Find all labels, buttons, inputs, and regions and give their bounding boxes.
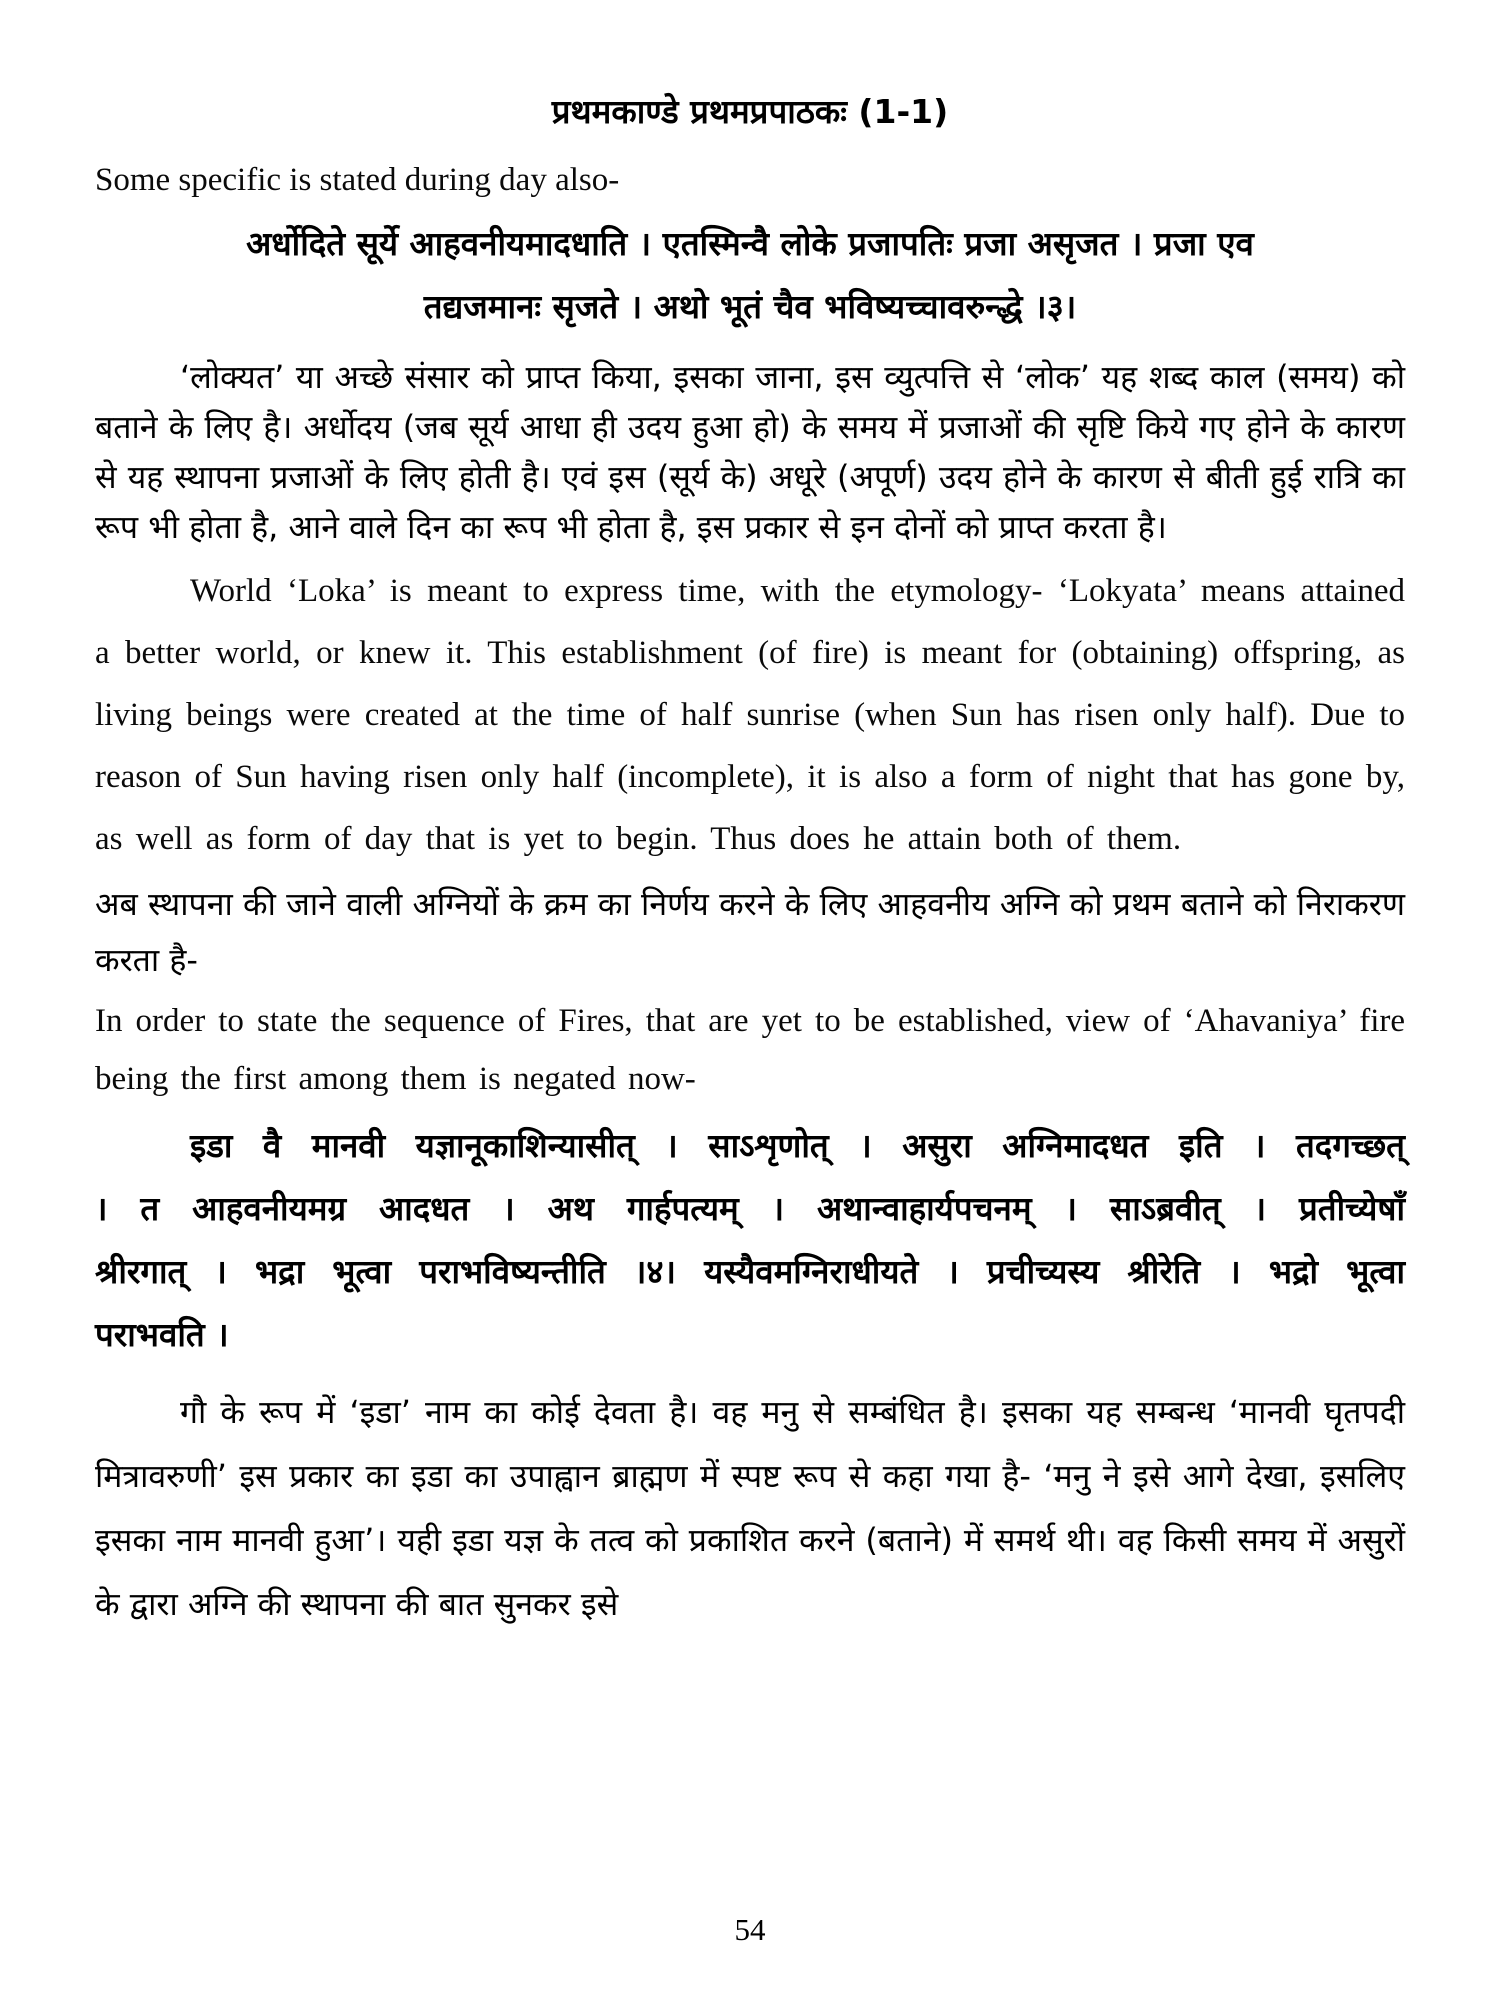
hindi-commentary-1: ‘लोक्यत’ या अच्छे संसार को प्राप्त किया, इसका जाना, इस व्युत्पत्ति से ‘लोक’ यह शब्द काल (समय) को बताने के लिए है। अर्धोदय (जब सूर्य आधा ही उदय हुआ हो) के समय में प्रजाओं की सृष्टि किये गए होने के कारण से यह स्थापना प्रजाओं के लिए होती है। एवं इस (सूर्य के) अधूरे (अपूर्ण) उदय होने के कारण से बीती हुई रात्रि का रूप भी होता है, आने वाले दिन का रूप भी होता है, इस प्रकार से इन दोनों को प्राप्त करता है। xyxy=(95,358,1405,546)
verse-2-line-4: पराभवति । xyxy=(95,1315,229,1354)
english-intro-line: Some specific is stated during day also- xyxy=(95,162,620,198)
sanskrit-verse-1 xyxy=(95,212,1405,338)
hindi-commentary-3: गौ के रूप में ‘इडा’ नाम का कोई देवता है। वह मनु से सम्बंधित है। इसका यह सम्बन्ध ‘मानवी घृतपदी मित्रावरुणी’ इस प्रकार का इडा का उपाह्वान ब्राह्मण में स्पष्ट रूप से कहा गया है- ‘मनु ने इसे आगे देखा, इसलिए इसका नाम मानवी हुआ’। यही इडा यज्ञ के तत्व को प्रकाशित करने (बताने) में समर्थ थी। वह किसी समय में असुरों के द्वारा अग्नि की स्थापना की बात सुनकर इसे xyxy=(95,1393,1405,1623)
english-translation-1: World ‘Loka’ is meant to express time, with the etymology- ‘Lokyata’ means attained a better world, or knew it. This establishment (of fire) is meant for (obtaining) offspring, as living beings were created at the time of half sunrise (when Sun has risen only half). Due to reason of Sun having risen only half (incomplete), it is also a form of night that has gone by, as well as form of day that is yet to begin. Thus does he attain both of them. xyxy=(95,573,1405,857)
sanskrit-verse-2 xyxy=(95,1114,1405,1366)
english-note-2: In order to state the sequence of Fires, that are yet to be established, view of ‘Ahavaniya’ fire being the first among them is negated now- xyxy=(95,1003,1405,1097)
verse-2-line-2: । त आहवनीयमग्र आदधत । अथ गार्हपत्यम् । अथान्वाहार्यपचनम् । साऽब्रवीत् । प्रतीच्येषाँ xyxy=(95,1189,1405,1228)
verse-2-line-3: श्रीरगात् । भद्रा भूत्वा पराभविष्यन्तीति ।४। यस्यैवमग्निराधीयते । प्रचीच्यस्य श्रीरेति । भद्रो भूत्वा xyxy=(95,1252,1405,1291)
page-number: 54 xyxy=(734,1912,766,1947)
verse-1-line-1: अर्धोदिते सूर्ये आहवनीयमादधाति । एतस्मिन्वै लोके प्रजापतिः प्रजा असृजत । प्रजा एव xyxy=(246,224,1254,263)
chapter-heading: प्रथमकाण्डे प्रथमप्रपाठकः (1-1) xyxy=(551,92,949,131)
verse-1-line-2: तद्यजमानः सृजते । अथो भूतं चैव भविष्यच्चावरुन्द्धे ।३। xyxy=(423,287,1077,326)
hindi-note-2: अब स्थापना की जाने वाली अग्नियों के क्रम का निर्णय करने के लिए आहवनीय अग्नि को प्रथम बताने को निराकरण करता है- xyxy=(95,885,1405,979)
verse-2-line-1: इडा वै मानवी यज्ञानूकाशिन्यासीत् । साऽशृणोत् । असुरा अग्निमादधत इति । तदगच्छत् xyxy=(190,1126,1405,1165)
